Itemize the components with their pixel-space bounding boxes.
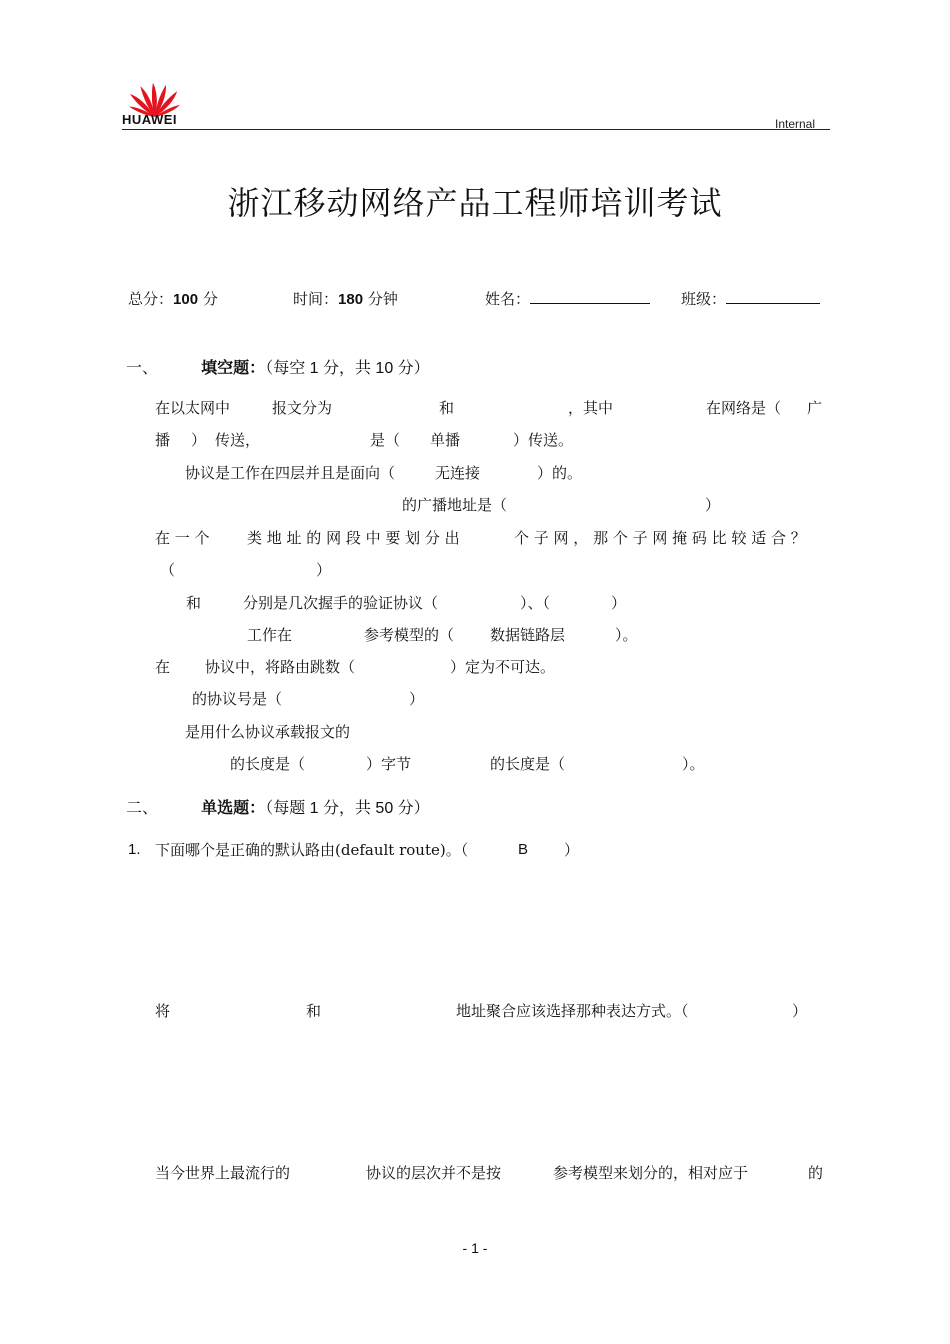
total-label: 总分：: [128, 290, 174, 308]
section-2-heading: [126, 797, 430, 820]
mc-q1-number: 1.: [128, 841, 141, 858]
q2-text-c: ）的。: [537, 464, 583, 482]
q1-line2-a: 播: [155, 431, 171, 449]
q6-text-d: ）。: [615, 626, 638, 644]
q6-text-a: 工作在: [247, 626, 293, 644]
page-number: - 1 -: [462, 1240, 488, 1256]
q5-text-b: 分别是几次握手的验证协议（: [243, 594, 439, 612]
section-2-number: 二、: [126, 798, 159, 817]
q3-text-a: 的广播地址是（: [402, 496, 508, 514]
section-1-note: （每空 1 分，共 10 分）: [265, 360, 430, 377]
name-field[interactable]: [485, 289, 650, 309]
q1-text-e: 在网络是（: [706, 399, 782, 417]
mc-q2-text-b: 和: [306, 1002, 322, 1020]
q1-text-c: 和: [439, 399, 455, 417]
brand-name: HUAWEI: [122, 112, 177, 127]
mc-q3-text-c: 参考模型来划分的，相对应于: [553, 1164, 749, 1182]
mc-q1-answer: B: [518, 841, 529, 858]
name-label: 姓名：: [485, 290, 531, 308]
q4-line2-a: （: [160, 561, 176, 579]
classification-label: Internal: [775, 117, 816, 131]
total-unit: 分: [202, 290, 218, 308]
q8-text-a: 的协议号是（: [192, 690, 283, 708]
q2-answer: 无连接: [435, 464, 481, 482]
total-score: [128, 289, 218, 310]
q10-text-d: ）。: [682, 755, 705, 773]
q1-line2-answer: 单播: [430, 431, 461, 449]
mc-q3-text-d: 的: [808, 1164, 824, 1182]
name-blank[interactable]: [530, 289, 650, 304]
q9-text: 是用什么协议承载报文的: [185, 723, 351, 741]
section-1-number: 一、: [126, 358, 159, 377]
page-title: 浙江移动网络产品工程师培训考试: [227, 184, 723, 222]
mc-q2-text-a: 将: [155, 1002, 171, 1020]
time-value: 180: [338, 291, 364, 308]
mc-q1-close: ）: [564, 841, 580, 859]
q4-text-c: 个 子 网 ， 那 个 子 网 掩 码 比 较 适 合 ？: [514, 529, 806, 547]
q10-text-a: 的长度是（: [230, 755, 306, 773]
section-2-title: 单选题：: [201, 798, 266, 817]
q1-line2-f: ）传送。: [513, 431, 574, 449]
q10-text-c: 的长度是（: [490, 755, 566, 773]
mc-q3-text-b: 协议的层次并不是按: [366, 1164, 502, 1182]
q1-text-f: 广: [807, 399, 823, 417]
q6-text-b: 参考模型的（: [364, 626, 455, 644]
time-unit: 分钟: [367, 290, 398, 308]
mc-q2-text-d: ）: [792, 1002, 808, 1020]
q10-text-b: ）字节: [366, 755, 412, 773]
section-1-title: 填空题：: [201, 358, 266, 377]
q1-text-d: ，其中: [568, 399, 614, 417]
mc-q2-text-c: 地址聚合应该选择那种表达方式。（: [456, 1002, 689, 1020]
class-blank[interactable]: [726, 289, 820, 304]
section-1-heading: [126, 357, 430, 380]
q1-text-a: 在以太网中: [155, 399, 231, 417]
q7-text-c: ）定为不可达。: [450, 658, 556, 676]
class-field[interactable]: [681, 289, 820, 309]
q4-line2-b: ）: [316, 561, 332, 579]
time-label: 时间：: [293, 290, 339, 308]
class-label: 班级：: [681, 290, 727, 308]
q4-text-a: 在 一 个: [155, 529, 210, 547]
section-2-note: （每题 1 分，共 50 分）: [265, 800, 430, 817]
mc-q1-text: 下面哪个是正确的默认路由(default route)。（: [155, 841, 469, 859]
q6-answer: 数据链路层: [490, 626, 566, 644]
q1-line2-b: ）: [191, 431, 207, 449]
q2-text-a: 协议是工作在四层并且是面向（: [185, 464, 396, 482]
q7-text-a: 在: [155, 658, 171, 676]
exam-time: [293, 289, 398, 310]
q1-text-b: 报文分为: [272, 399, 333, 417]
q1-line2-d: 是（: [370, 431, 401, 449]
q8-text-b: ）: [409, 690, 425, 708]
q1-line2-c: 传送，: [215, 431, 261, 449]
header-divider: [122, 129, 830, 130]
q4-text-b: 类 地 址 的 网 段 中 要 划 分 出: [247, 529, 460, 547]
q7-text-b: 协议中，将路由跳数（: [205, 658, 356, 676]
q5-text-a: 和: [186, 594, 202, 612]
q5-text-d: ）: [611, 594, 627, 612]
total-value: 100: [173, 291, 199, 308]
q3-text-b: ）: [705, 496, 721, 514]
q5-text-c: ）、（: [520, 594, 551, 612]
mc-q3-text-a: 当今世界上最流行的: [155, 1164, 291, 1182]
